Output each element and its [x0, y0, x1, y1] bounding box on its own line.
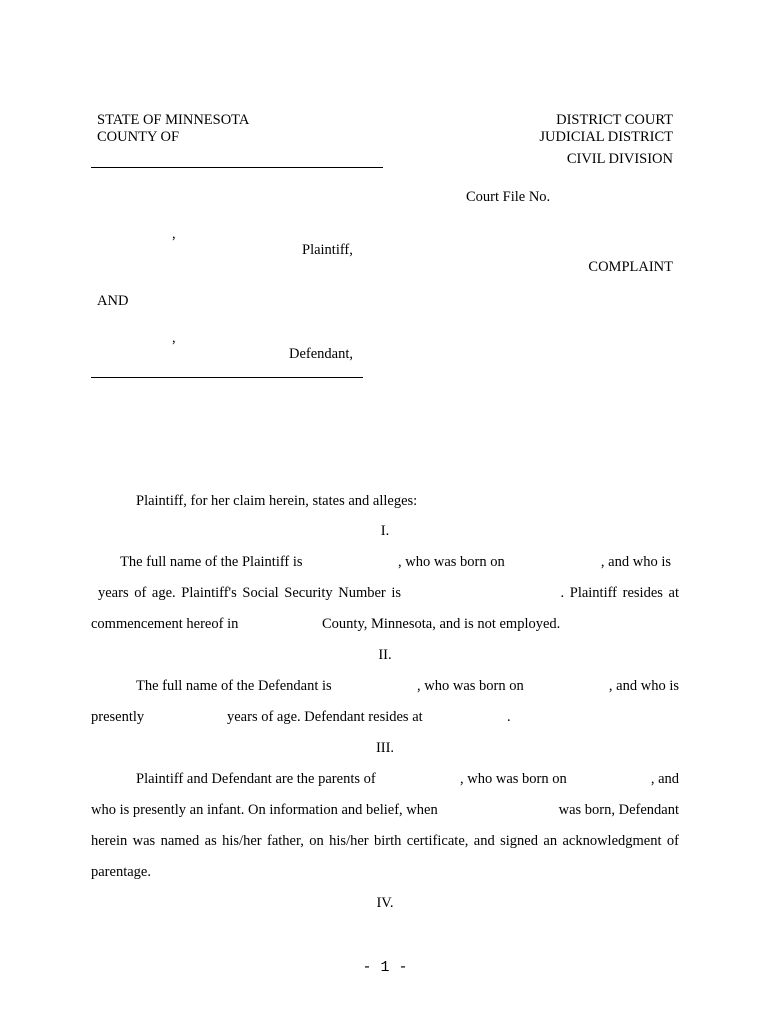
section-numeral-3: III.	[375, 740, 395, 756]
section-numeral-1: I.	[380, 523, 390, 539]
page-number: - 1 -	[362, 959, 408, 976]
defendant-label: Defendant,	[289, 346, 354, 362]
s3-line1-text-c: , and	[650, 771, 679, 787]
complaint-intro: Plaintiff, for her claim herein, states and alleges:	[136, 493, 418, 509]
court-file-number: Court File No.	[466, 189, 551, 205]
caption-divider-bottom	[91, 377, 363, 378]
plaintiff-label: Plaintiff,	[302, 242, 353, 258]
section-numeral-2: II.	[378, 647, 392, 663]
s1-line2-text-b: . Plaintiff resides at	[560, 585, 679, 601]
s1-line3-text-b: County, Minnesota, and is not employed.	[322, 616, 561, 632]
s3-line2-text-a: who is presently an infant. On information and belief, when	[91, 802, 438, 818]
s2-line2-text-a: presently	[91, 709, 145, 725]
s1-line1-text-b: , who was born on	[398, 554, 505, 570]
s2-line1-text-a: The full name of the Defendant is	[136, 678, 332, 694]
s3-line2-text-b: was born, Defendant	[558, 802, 679, 818]
court-name: DISTRICT COURT	[556, 112, 673, 128]
s2-line2-text-c: .	[507, 709, 511, 725]
s2-line1-text-b: , who was born on	[417, 678, 524, 694]
section-numeral-4: IV.	[376, 895, 394, 911]
s2-line2-text-b: years of age. Defendant resides at	[227, 709, 423, 725]
s3-line4-text: parentage.	[91, 864, 151, 880]
county-label: COUNTY OF	[97, 129, 180, 145]
versus-conjunction: AND	[97, 293, 129, 309]
judicial-district: JUDICIAL DISTRICT	[539, 129, 673, 145]
s3-line1-text-a: Plaintiff and Defendant are the parents of	[136, 771, 376, 787]
s1-line3-text-a: commencement hereof in	[91, 616, 239, 632]
s1-line1-text-c: , and who is	[600, 554, 671, 570]
s3-line1-text-b: , who was born on	[460, 771, 567, 787]
s2-line1-text-c: , and who is	[608, 678, 679, 694]
s1-line2-text-a: years of age. Plaintiff's Social Security Number is	[98, 585, 402, 601]
defendant-name-comma: ,	[172, 330, 176, 346]
s3-line3-text: herein was named as his/her father, on his/her birth certificate, and signed an acknowledgment of	[91, 833, 679, 849]
plaintiff-name-comma: ,	[172, 226, 176, 242]
state-name: STATE OF MINNESOTA	[97, 112, 250, 128]
document-title: COMPLAINT	[588, 259, 673, 275]
caption-divider-top	[91, 167, 383, 168]
civil-division: CIVIL DIVISION	[566, 151, 673, 167]
s1-line1-text-a: The full name of the Plaintiff is	[120, 554, 303, 570]
